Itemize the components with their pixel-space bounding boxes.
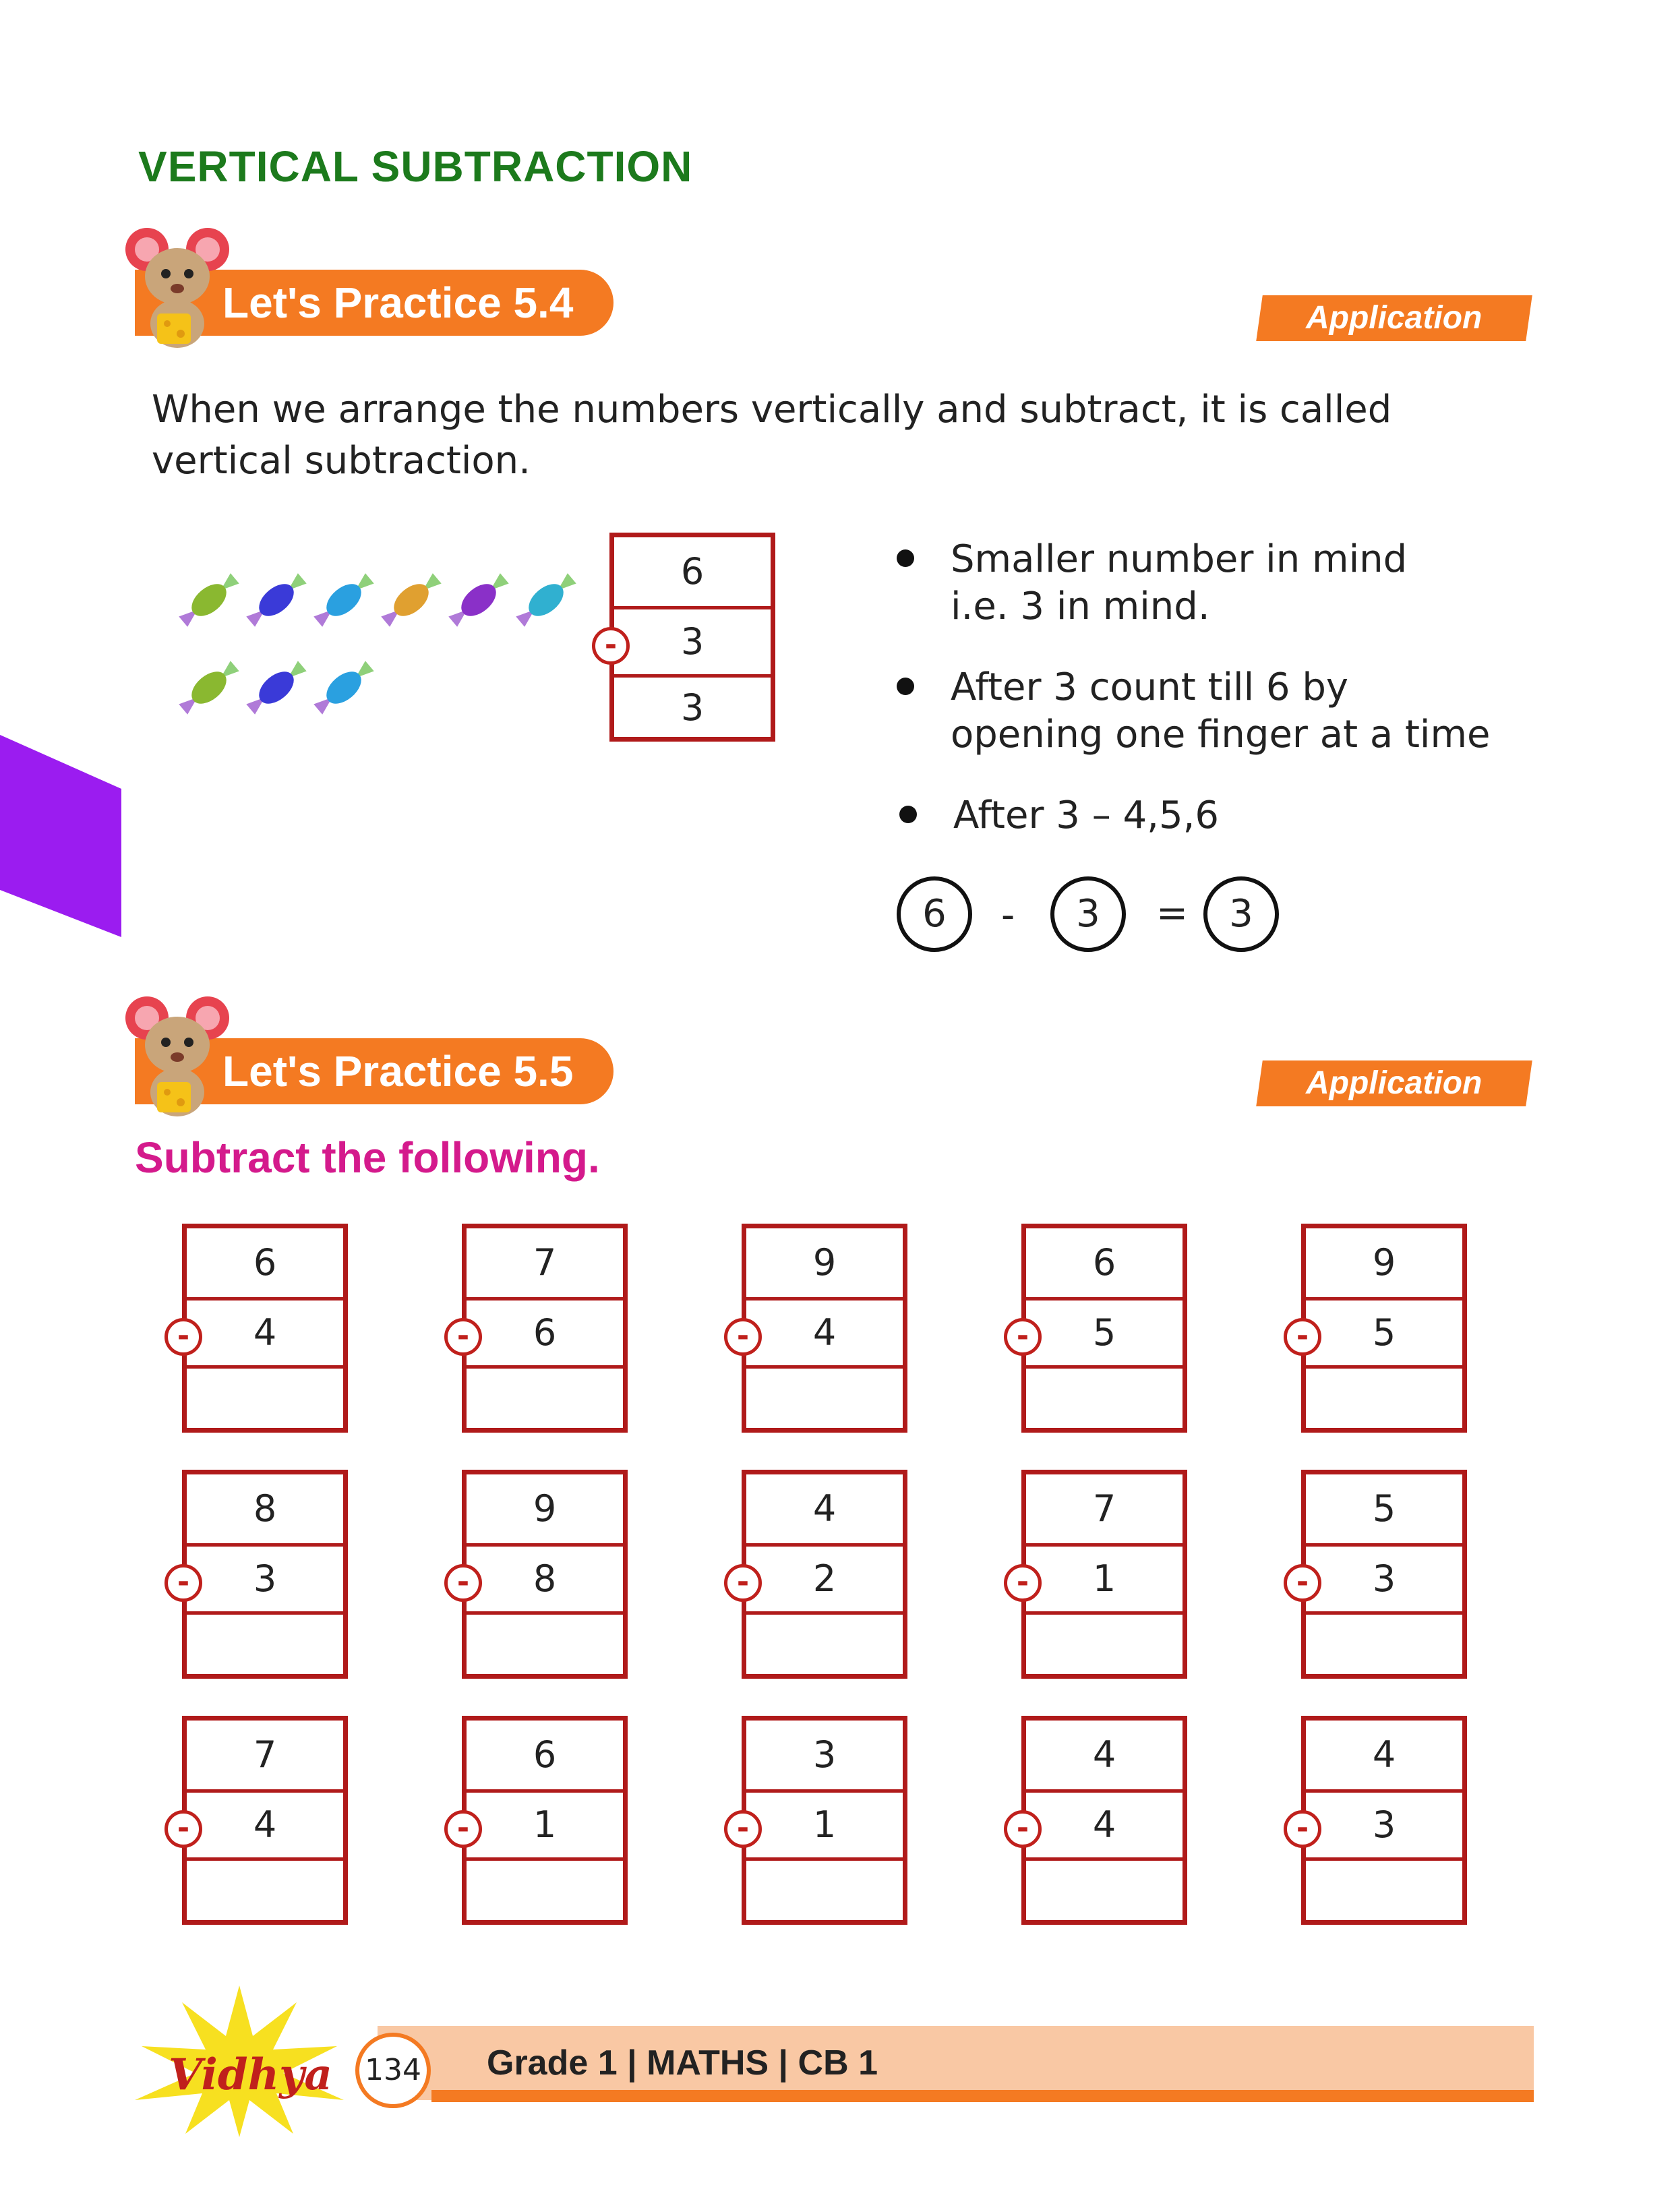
answer-field[interactable] xyxy=(746,1615,903,1675)
answer-field[interactable] xyxy=(746,1369,903,1429)
footer-strip xyxy=(431,2090,1534,2102)
problem-top: 7 xyxy=(467,1228,623,1301)
intro-text: When we arrange the numbers vertically and subtract, it is called vertical subtraction. xyxy=(152,388,1392,483)
minus-sign-icon: - xyxy=(164,1564,202,1602)
answer-field[interactable] xyxy=(187,1369,343,1429)
problem-bottom: 5 xyxy=(1306,1301,1462,1369)
candy-icon xyxy=(445,569,512,631)
problem-bottom: 4 xyxy=(187,1301,343,1369)
answer-field[interactable] xyxy=(187,1861,343,1921)
bullet-1-line1: Smaller number in mind xyxy=(951,537,1408,581)
minus-sign-icon: - xyxy=(1284,1318,1321,1356)
problem-top: 5 xyxy=(1306,1474,1462,1547)
problem-top: 7 xyxy=(1026,1474,1183,1547)
answer-field[interactable] xyxy=(1306,1861,1462,1921)
problem-top: 6 xyxy=(1026,1228,1183,1301)
subtraction-problem-box xyxy=(1016,1224,1187,1433)
bullet-1-line2: i.e. 3 in mind. xyxy=(951,585,1210,628)
answer-field[interactable] xyxy=(467,1369,623,1429)
example-answer: 3 xyxy=(680,686,705,729)
subtraction-problem-box xyxy=(1296,1224,1467,1433)
bullet-3 xyxy=(953,792,1219,839)
answer-field[interactable] xyxy=(467,1615,623,1675)
candy-icon xyxy=(378,569,445,631)
minus-sign-icon: - xyxy=(1284,1564,1321,1602)
candy-icon xyxy=(243,569,310,631)
bullet-dot-icon xyxy=(897,549,914,567)
problem-bottom: 3 xyxy=(1306,1547,1462,1615)
candy-icon xyxy=(512,569,580,631)
minus-sign-icon: - xyxy=(164,1810,202,1848)
problem-bottom: 1 xyxy=(746,1793,903,1861)
problem-top: 7 xyxy=(187,1721,343,1793)
bullet-2-line2: opening one finger at a time xyxy=(951,713,1491,756)
equation-circle-a: 6 xyxy=(897,876,972,952)
problem-top: 3 xyxy=(746,1721,903,1793)
problem-top: 4 xyxy=(746,1474,903,1547)
minus-sign-icon: - xyxy=(724,1318,762,1356)
equation-circle-b: 3 xyxy=(1050,876,1126,952)
example-subtraction-box xyxy=(604,533,775,742)
page-number: 134 xyxy=(355,2033,431,2108)
problem-bottom: 3 xyxy=(187,1547,343,1615)
answer-field[interactable] xyxy=(1026,1861,1183,1921)
equation-minus: - xyxy=(1001,893,1015,937)
problem-top: 9 xyxy=(467,1474,623,1547)
problem-bottom: 8 xyxy=(467,1547,623,1615)
minus-sign-icon: - xyxy=(724,1810,762,1848)
bullet-dot-icon xyxy=(897,678,914,695)
problem-bottom: 5 xyxy=(1026,1301,1183,1369)
problem-top: 9 xyxy=(746,1228,903,1301)
answer-field[interactable] xyxy=(1026,1369,1183,1429)
minus-sign-icon: - xyxy=(1004,1564,1042,1602)
answer-field[interactable] xyxy=(1306,1369,1462,1429)
subtraction-problem-box xyxy=(1296,1716,1467,1925)
application-tag-1-label: Application xyxy=(1306,300,1483,336)
problem-top: 6 xyxy=(467,1721,623,1793)
problem-bottom: 1 xyxy=(467,1793,623,1861)
subtraction-problem-box xyxy=(177,1224,348,1433)
subtraction-problem-box xyxy=(177,1470,348,1679)
candy-icon xyxy=(310,569,378,631)
subtraction-problem-box xyxy=(456,1470,628,1679)
problem-bottom: 1 xyxy=(1026,1547,1183,1615)
footer-text: Grade 1 | MATHS | CB 1 xyxy=(487,2043,878,2083)
bullet-2-line1: After 3 count till 6 by xyxy=(951,665,1349,709)
application-tag-2 xyxy=(1256,1060,1532,1106)
equation-equals: = xyxy=(1156,891,1188,935)
candy-icon xyxy=(310,657,378,719)
minus-sign-icon: - xyxy=(724,1564,762,1602)
practice-title-2: Let's Practice 5.5 xyxy=(222,1047,574,1096)
mouse-mascot-icon xyxy=(120,222,235,351)
application-tag-1 xyxy=(1256,295,1532,341)
minus-sign-icon: - xyxy=(1284,1810,1321,1848)
candy-icon xyxy=(175,569,243,631)
decorative-wedge xyxy=(0,735,121,937)
minus-sign-icon: - xyxy=(444,1318,482,1356)
candy-icon xyxy=(243,657,310,719)
minus-sign-icon: - xyxy=(1004,1318,1042,1356)
candies-illustration xyxy=(172,553,590,735)
bullet-dot-icon xyxy=(899,806,917,823)
problem-bottom: 4 xyxy=(187,1793,343,1861)
candy-icon xyxy=(175,657,243,719)
subtraction-problem-box xyxy=(736,1224,907,1433)
problem-bottom: 6 xyxy=(467,1301,623,1369)
answer-field[interactable] xyxy=(1306,1615,1462,1675)
equation-circle-c: 3 xyxy=(1203,876,1279,952)
subtraction-problem-box xyxy=(736,1470,907,1679)
subtraction-problem-box xyxy=(1296,1470,1467,1679)
subtraction-problem-box xyxy=(1016,1716,1187,1925)
minus-sign-icon: - xyxy=(164,1318,202,1356)
bullet-1 xyxy=(951,536,1407,630)
problem-bottom: 3 xyxy=(1306,1793,1462,1861)
page-heading: VERTICAL SUBTRACTION xyxy=(138,142,693,191)
subtraction-problem-box xyxy=(1016,1470,1187,1679)
example-bottom: 3 xyxy=(614,609,771,678)
answer-field[interactable] xyxy=(746,1861,903,1921)
minus-sign-icon: - xyxy=(444,1564,482,1602)
minus-sign-icon: - xyxy=(1004,1810,1042,1848)
subtraction-problem-box xyxy=(456,1716,628,1925)
minus-sign-icon: - xyxy=(444,1810,482,1848)
bullet-2 xyxy=(951,664,1490,758)
subtraction-problem-box xyxy=(177,1716,348,1925)
problem-bottom: 4 xyxy=(746,1301,903,1369)
answer-field[interactable] xyxy=(187,1615,343,1675)
problem-top: 8 xyxy=(187,1474,343,1547)
instruction-text: Subtract the following. xyxy=(135,1133,600,1182)
bullet-3-line1: After 3 – 4,5,6 xyxy=(953,794,1219,837)
problem-top: 4 xyxy=(1306,1721,1462,1793)
answer-field[interactable] xyxy=(467,1861,623,1921)
practice-title-1: Let's Practice 5.4 xyxy=(222,278,574,327)
problem-bottom: 2 xyxy=(746,1547,903,1615)
subtraction-problem-box xyxy=(736,1716,907,1925)
subtraction-problem-box xyxy=(456,1224,628,1433)
mouse-mascot-icon xyxy=(120,991,235,1119)
problem-top: 4 xyxy=(1026,1721,1183,1793)
minus-sign-icon: - xyxy=(592,627,630,665)
example-top: 6 xyxy=(614,537,771,609)
problem-top: 9 xyxy=(1306,1228,1462,1301)
logo-text: Vidhya xyxy=(169,2050,332,2100)
application-tag-2-label: Application xyxy=(1306,1065,1483,1101)
problem-top: 6 xyxy=(187,1228,343,1301)
problem-bottom: 4 xyxy=(1026,1793,1183,1861)
answer-field[interactable] xyxy=(1026,1615,1183,1675)
